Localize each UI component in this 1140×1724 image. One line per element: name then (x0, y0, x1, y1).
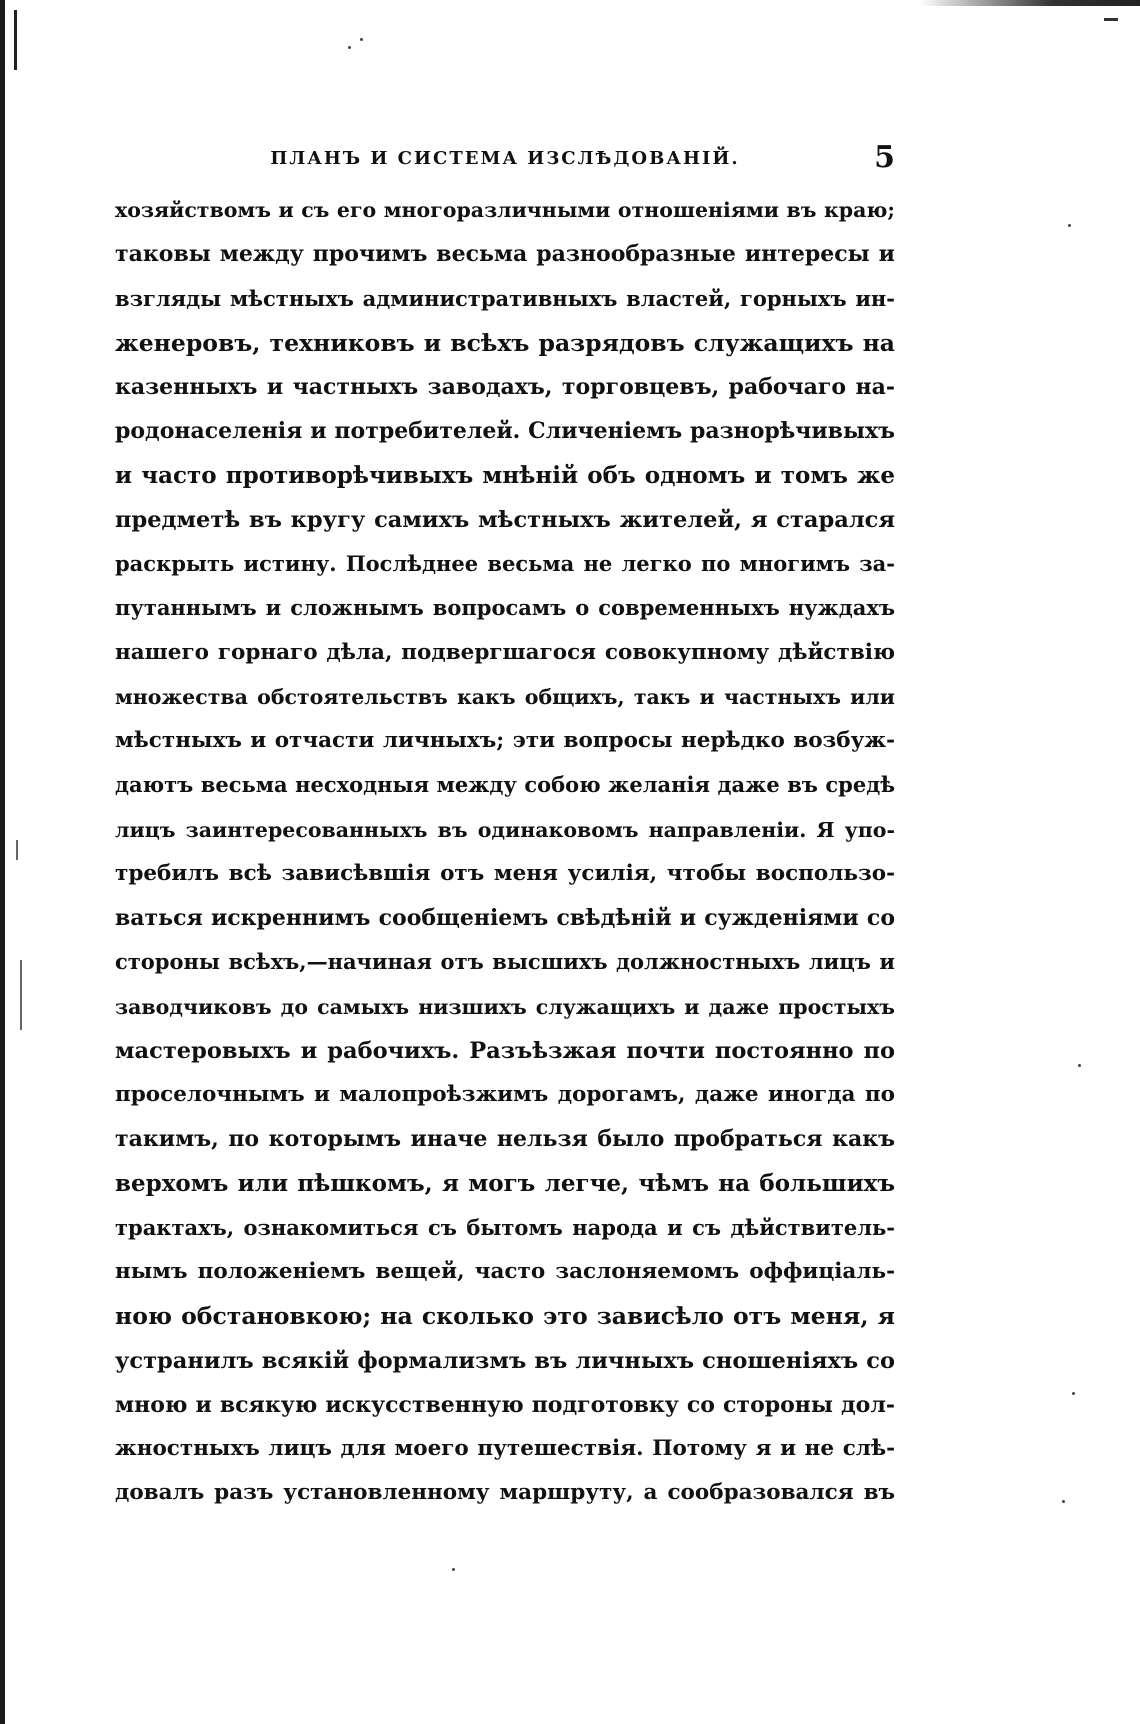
text-line: таковы между прочимъ весьма разнообразные интересы и (115, 241, 895, 268)
scan-speck (348, 46, 351, 49)
text-line: раскрыть истину. Послѣднее весьма не легко по многимъ за- (115, 551, 895, 576)
scan-margin-line (20, 960, 22, 1030)
text-line: мѣстныхъ и отчасти личныхъ; эти вопросы нерѣдко возбуж- (115, 728, 895, 753)
text-line: довалъ разъ установленному маршруту, а сообразовался въ (115, 1480, 895, 1506)
text-line: даютъ весьма несходныя между собою желанія даже въ средѣ (115, 772, 895, 798)
text-line: такимъ, по которымъ иначе нельзя было пробраться какъ (115, 1126, 895, 1153)
text-line: нымъ положеніемъ вещей, часто заслоняемомъ оффиціаль- (115, 1259, 895, 1284)
scan-dash-mark (1104, 18, 1118, 21)
text-line: родонаселенія и потребителей. Сличеніемъ разнорѣчивыхъ (115, 418, 895, 445)
text-line: проселочнымъ и малопроѣзжимъ дорогамъ, даже иногда по (115, 1082, 895, 1107)
text-line: устранилъ всякій формализмъ въ личныхъ сношеніяхъ со (115, 1347, 895, 1374)
scan-speck (1078, 1064, 1081, 1067)
text-line: мною и всякую искусственную подготовку со стороны дол- (115, 1391, 895, 1418)
page-number: 5 (874, 140, 895, 175)
text-line: женеровъ, техниковъ и всѣхъ разрядовъ служащихъ на (115, 328, 895, 357)
text-line: лицъ заинтересованныхъ въ одинаковомъ направленіи. Я упо- (115, 817, 895, 842)
text-line: казенныхъ и частныхъ заводахъ, торговцевъ, рабочаго на- (115, 374, 895, 400)
page-header (115, 140, 895, 180)
text-line: требилъ всѣ зависѣвшія отъ меня усилія, чтобы воспользо- (115, 860, 895, 886)
body-text (115, 188, 895, 1516)
text-line: жностныхъ лицъ для моего путешествія. Потому я и не слѣ- (115, 1436, 895, 1461)
text-line: трактахъ, ознакомиться съ бытомъ народа и съ дѣйствитель- (115, 1214, 895, 1240)
text-line: множества обстоятельствъ какъ общихъ, такъ и частныхъ или (115, 684, 895, 709)
scan-speck (452, 1568, 455, 1571)
text-line: предметѣ въ кругу самихъ мѣстныхъ жителей, я старался (115, 506, 895, 533)
scan-speck (1072, 1392, 1075, 1395)
text-line: ною обстановкою; на сколько это зависѣло отъ меня, я (115, 1302, 895, 1331)
scan-margin-line (16, 840, 18, 860)
scan-speck (1062, 1500, 1065, 1503)
text-line: заводчиковъ до самыхъ низшихъ служащихъ и даже простыхъ (115, 994, 895, 1019)
text-line: и часто противорѣчивыхъ мнѣній объ одномъ и томъ же (115, 461, 895, 489)
scan-top-smudge (920, 0, 1140, 6)
running-title: ПЛАНЪ И СИСТЕМА ИЗСЛѢДОВАНІЙ. (270, 148, 740, 169)
text-line: взгляды мѣстныхъ административныхъ властей, горныхъ ин- (115, 285, 895, 311)
text-line: стороны всѣхъ,—начиная отъ высшихъ должностныхъ лицъ и (115, 949, 895, 975)
text-line: верхомъ или пѣшкомъ, я могъ легче, чѣмъ на большихъ (115, 1169, 895, 1197)
scan-edge-mark (14, 10, 17, 70)
scan-left-edge (0, 0, 5, 1724)
text-line: путаннымъ и сложнымъ вопросамъ о современныхъ нуждахъ (115, 595, 895, 621)
text-line: ваться искреннимъ сообщеніемъ свѣдѣній и сужденіями со (115, 905, 895, 931)
scan-speck (1068, 224, 1071, 227)
text-line: мастеровыхъ и рабочихъ. Разъѣзжая почти постоянно по (115, 1037, 895, 1064)
text-line: хозяйствомъ и съ его многоразличными отношеніями въ краю; (115, 198, 895, 222)
text-line: нашего горнаго дѣла, подвергшагося совокупному дѣйствію (115, 639, 895, 665)
scan-speck (360, 38, 363, 41)
